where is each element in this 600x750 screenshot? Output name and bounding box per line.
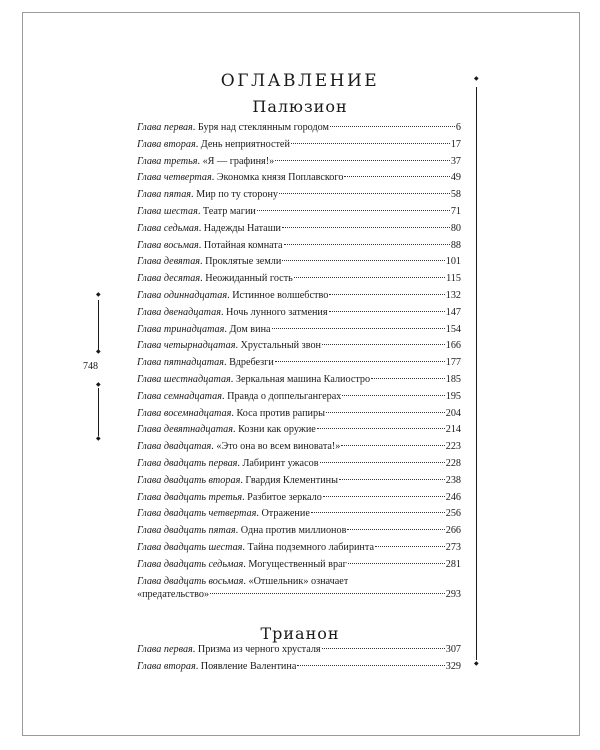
chapter-title: «Я — графиня!»	[202, 155, 275, 167]
separator: .	[198, 239, 204, 251]
dot-leader	[329, 311, 445, 312]
chapter-page-number: 37	[450, 155, 461, 167]
toc-entry-label	[137, 660, 296, 673]
toc-entry	[137, 188, 461, 201]
toc-entry-label	[137, 188, 278, 201]
chapter-number: Глава двадцать седьмая	[137, 558, 244, 570]
chapter-page-number: 204	[445, 407, 461, 419]
toc-entry	[137, 457, 461, 470]
toc-entry	[137, 205, 461, 218]
diamond-icon: ◆	[96, 291, 101, 298]
chapter-title: Экономка князя Поплавского	[216, 172, 344, 184]
chapter-number: Глава шестнадцатая	[137, 373, 231, 385]
dot-leader	[282, 227, 450, 228]
chapter-title: Зеркальная машина Калиостро	[235, 373, 371, 385]
dot-leader	[330, 126, 455, 127]
toc-entry-label	[137, 524, 346, 537]
toc-entry-label	[137, 239, 283, 252]
chapter-page-number: 223	[445, 441, 461, 453]
toc-entry	[137, 222, 461, 235]
right-ornament-rule	[476, 87, 477, 660]
toc-entry	[137, 660, 461, 673]
dot-leader	[375, 546, 445, 547]
toc-entry-label	[137, 407, 325, 420]
toc-entry-label	[137, 541, 374, 554]
separator: .	[237, 457, 243, 469]
chapter-page-number: 266	[445, 525, 461, 537]
separator: .	[211, 441, 217, 453]
diamond-icon: ◆	[474, 75, 479, 82]
toc-entry-label	[137, 643, 321, 656]
chapter-title: Дом вина	[229, 323, 271, 335]
chapter-number: Глава пятнадцатая	[137, 357, 225, 369]
toc-entry-label	[137, 440, 340, 453]
toc-entry	[137, 323, 461, 336]
chapter-title: Ночь лунного затмения	[226, 306, 328, 318]
toc-entry-label	[137, 222, 281, 235]
chapter-page-number: 185	[445, 373, 461, 385]
chapter-number: Глава восьмая	[137, 239, 199, 251]
toc-entry	[137, 643, 461, 656]
chapter-title: Тайна подземного лабиринта	[247, 541, 374, 553]
dot-leader	[326, 412, 445, 413]
chapter-number: Глава двадцать первая	[137, 457, 238, 469]
chapter-number: Глава двадцать вторая	[137, 474, 241, 486]
chapter-page-number: 147	[445, 306, 461, 318]
dot-leader	[323, 496, 445, 497]
toc-entry	[137, 339, 461, 352]
toc-entry	[137, 289, 461, 302]
dot-leader	[311, 512, 445, 513]
toc-entry	[137, 575, 461, 601]
chapter-number: Глава двадцатая	[137, 441, 212, 453]
toc-section-2-list	[137, 643, 461, 677]
diamond-icon: ◆	[96, 435, 101, 442]
chapter-page-number: 58	[450, 189, 461, 201]
toc-entry	[137, 239, 461, 252]
separator: .	[211, 172, 217, 184]
chapter-title: Театр магии	[202, 205, 256, 217]
toc-entry-label	[137, 507, 310, 520]
toc-entry	[137, 407, 461, 420]
separator: .	[256, 508, 262, 520]
chapter-page-number: 238	[445, 474, 461, 486]
chapter-number: Глава третья	[137, 155, 198, 167]
chapter-title: Проклятые земли	[205, 256, 282, 268]
toc-entry-label	[137, 491, 322, 504]
separator: .	[231, 407, 237, 419]
toc-entry-label	[137, 373, 370, 386]
toc-entry-label	[137, 390, 341, 403]
chapter-title: Появление Валентина	[200, 660, 297, 672]
toc-entry-label	[137, 558, 347, 571]
chapter-title: Призма из черного хрусталя	[197, 644, 321, 655]
dot-leader	[320, 462, 445, 463]
chapter-title: Гвардия Клементины	[245, 474, 338, 486]
dot-leader	[272, 328, 445, 329]
chapter-number: Глава десятая	[137, 273, 201, 285]
chapter-number: Глава тринадцатая	[137, 323, 225, 335]
toc-entry	[137, 474, 461, 487]
chapter-title: Козни как оружие	[238, 424, 316, 436]
toc-entry	[137, 171, 461, 184]
chapter-page-number: 228	[445, 457, 461, 469]
toc-entry-label	[137, 205, 256, 218]
toc-entry-label	[137, 171, 343, 184]
chapter-title: День неприятностей	[200, 138, 290, 150]
dot-leader	[329, 294, 444, 295]
chapter-number: Глава четвертая	[137, 172, 212, 184]
diamond-icon: ◆	[96, 348, 101, 355]
chapter-title: Разбитое зеркало	[247, 491, 322, 503]
chapter-number: Глава двадцать пятая	[137, 525, 236, 537]
separator: .	[197, 205, 203, 217]
separator: .	[198, 222, 204, 234]
dot-leader	[294, 277, 445, 278]
chapter-page-number: 80	[450, 222, 461, 234]
chapter-page-number: 166	[445, 340, 461, 352]
diamond-icon: ◆	[474, 660, 479, 667]
toc-entry	[137, 507, 461, 520]
chapter-page-number: 246	[445, 491, 461, 503]
chapter-number: Глава одиннадцатая	[137, 289, 228, 301]
toc-entry-label	[137, 474, 338, 487]
dot-leader	[257, 210, 450, 211]
chapter-number: Глава девятнадцатая	[137, 424, 234, 436]
toc-entry	[137, 373, 461, 386]
separator: .	[195, 660, 201, 672]
section-title-2: Трианон	[260, 624, 340, 643]
dot-leader	[342, 395, 444, 396]
separator: .	[224, 323, 230, 335]
chapter-title: Могущественный враг	[248, 558, 347, 570]
toc-title: ОГЛАВЛЕНИЕ	[220, 71, 380, 91]
chapter-title: «Отшельник» означает	[248, 575, 349, 587]
left-ornament-rule-top	[98, 300, 99, 350]
chapter-number: Глава двадцать шестая	[137, 541, 243, 553]
chapter-page-number: 101	[445, 256, 461, 268]
toc-entry-label	[137, 356, 274, 369]
separator: .	[233, 424, 239, 436]
separator: .	[235, 525, 241, 537]
chapter-title: Правда о доппельгангерах	[227, 390, 342, 402]
dot-leader	[291, 143, 450, 144]
dot-leader	[210, 593, 445, 594]
chapter-number: Глава первая	[137, 122, 193, 133]
toc-entry	[137, 306, 461, 319]
separator: .	[235, 340, 241, 352]
separator: .	[195, 138, 201, 150]
dot-leader	[279, 193, 450, 194]
dot-leader	[348, 563, 445, 564]
separator: .	[230, 373, 236, 385]
chapter-title: Истинное волшебство	[232, 289, 329, 301]
toc-section-1-list	[137, 121, 461, 604]
chapter-title: Хрустальный звон	[240, 340, 321, 352]
chapter-number: Глава восемнадцатая	[137, 407, 232, 419]
chapter-page-number: 256	[445, 508, 461, 520]
separator: .	[192, 644, 198, 655]
chapter-title: Лабиринт ужасов	[242, 457, 319, 469]
chapter-page-number: 307	[445, 644, 461, 655]
chapter-title: Мир по ту сторону	[196, 189, 279, 201]
chapter-number: Глава четырнадцатая	[137, 340, 236, 352]
toc-entry	[137, 440, 461, 453]
separator: .	[222, 390, 228, 402]
chapter-title: «Это она во всем виновата!»	[216, 441, 341, 453]
chapter-page-number: 214	[445, 424, 461, 436]
toc-entry	[137, 390, 461, 403]
toc-entry	[137, 272, 461, 285]
dot-leader	[341, 445, 444, 446]
chapter-number: Глава вторая	[137, 138, 196, 150]
chapter-number: Глава вторая	[137, 660, 196, 672]
toc-entry-label	[137, 423, 316, 436]
separator: .	[227, 289, 233, 301]
chapter-number: Глава девятая	[137, 256, 201, 268]
chapter-page-number: 195	[445, 390, 461, 402]
separator: .	[191, 189, 197, 201]
chapter-page-number: 49	[450, 172, 461, 184]
toc-entry	[137, 423, 461, 436]
left-ornament-rule-bottom	[98, 388, 99, 436]
chapter-page-number: 17	[450, 138, 461, 150]
chapter-number: Глава двадцать третья	[137, 491, 243, 503]
chapter-page-number: 177	[445, 357, 461, 369]
separator: .	[192, 122, 198, 133]
chapter-number: Глава двадцать четвертая	[137, 508, 257, 520]
dot-leader	[275, 361, 445, 362]
chapter-page-number: 88	[450, 239, 461, 251]
chapter-number: Глава пятая	[137, 189, 192, 201]
toc-entry	[137, 524, 461, 537]
toc-entry-label	[137, 457, 319, 470]
toc-entry-label	[137, 289, 328, 302]
dot-leader	[347, 529, 444, 530]
chapter-page-number: 329	[445, 660, 461, 672]
toc-entry	[137, 356, 461, 369]
separator: .	[200, 256, 206, 268]
toc-entry	[137, 138, 461, 151]
chapter-page-number: 293	[445, 588, 461, 600]
chapter-page-number: 281	[445, 558, 461, 570]
separator: .	[220, 306, 227, 318]
dot-leader	[344, 176, 449, 177]
chapter-number: Глава двадцать восьмая	[137, 575, 244, 587]
separator: .	[242, 491, 248, 503]
chapter-number: Глава семнадцатая	[137, 390, 222, 402]
dot-leader	[322, 648, 445, 649]
chapter-page-number: 132	[445, 289, 461, 301]
separator: .	[200, 273, 206, 285]
toc-entry-label	[137, 121, 329, 134]
toc-entry-label	[137, 138, 290, 151]
dot-leader	[322, 344, 445, 345]
toc-entry-label	[137, 272, 293, 285]
chapter-page-number: 273	[445, 541, 461, 553]
chapter-title: Надежды Наташи	[203, 222, 281, 234]
toc-entry-label	[137, 155, 274, 168]
toc-entry	[137, 558, 461, 571]
separator: .	[224, 357, 230, 369]
toc-entry-label	[137, 323, 271, 336]
chapter-page-number: 6	[455, 122, 461, 133]
chapter-number: Глава шестая	[137, 205, 198, 217]
toc-entry	[137, 155, 461, 168]
separator: .	[243, 558, 249, 570]
chapter-page-number: 115	[446, 273, 461, 285]
toc-entry-label	[137, 255, 281, 268]
chapter-title: Отражение	[261, 508, 310, 520]
chapter-page-number: 71	[450, 205, 461, 217]
diamond-icon: ◆	[96, 381, 101, 388]
chapter-title: Вдребезги	[229, 357, 274, 369]
chapter-page-number: 154	[445, 323, 461, 335]
dot-leader	[275, 160, 450, 161]
chapter-title: Коса против рапиры	[236, 407, 325, 419]
toc-entry-label	[137, 339, 321, 352]
toc-entry-label	[137, 575, 348, 588]
toc-entry	[137, 541, 461, 554]
chapter-title-continuation: «предательство»	[137, 588, 210, 600]
dot-leader	[317, 428, 445, 429]
section-title-1: Палюзион	[252, 97, 348, 116]
dot-leader	[339, 479, 445, 480]
toc-entry	[137, 121, 461, 134]
dot-leader	[297, 665, 444, 666]
chapter-number: Глава двенадцатая	[137, 306, 221, 318]
chapter-title: Потайная комната	[203, 239, 283, 251]
dot-leader	[282, 260, 444, 261]
chapter-title: Буря над стеклянным городом	[197, 122, 330, 133]
toc-entry	[137, 491, 461, 504]
separator: .	[197, 155, 203, 167]
toc-entry-label	[137, 306, 328, 319]
chapter-title: Одна против миллионов	[240, 525, 347, 537]
chapter-number: Глава первая	[137, 644, 193, 655]
separator: .	[243, 575, 249, 587]
toc-entry	[137, 255, 461, 268]
chapter-title: Неожиданный гость	[205, 273, 293, 285]
dot-leader	[284, 244, 450, 245]
chapter-number: Глава седьмая	[137, 222, 199, 234]
dot-leader	[371, 378, 445, 379]
page-number: 748	[83, 361, 98, 372]
separator: .	[242, 541, 248, 553]
separator: .	[240, 474, 246, 486]
